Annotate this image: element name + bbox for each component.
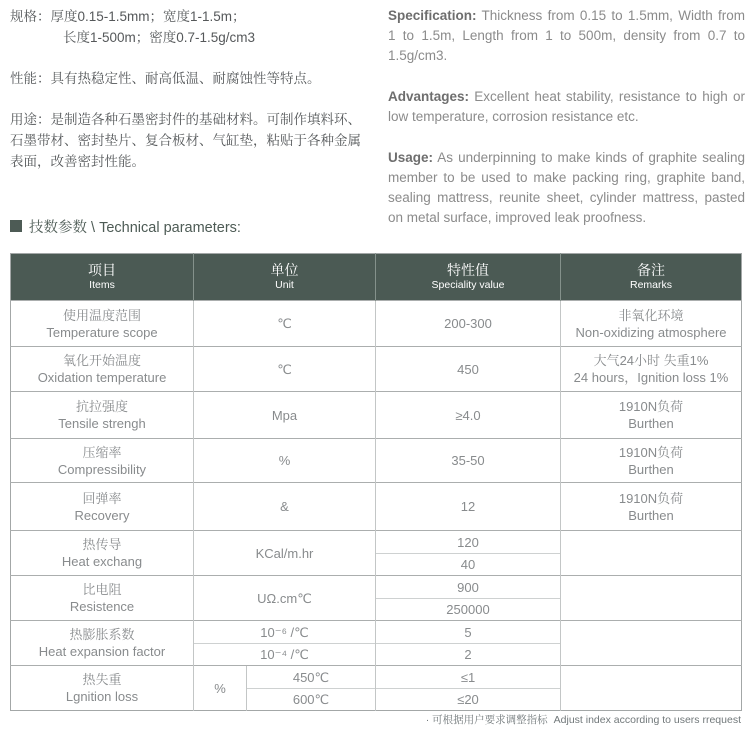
unit-cell: 10⁻⁶ /℃ <box>194 621 376 644</box>
items-cell: 抗拉强度 Tensile strengh <box>11 392 194 439</box>
value-cell: 450 <box>376 347 561 392</box>
items-cell: 氧化开始温度 Oxidation temperature <box>11 347 194 392</box>
spec-text-en: Thickness from 0.15 to 1.5mm, Width from 1 to 1.5m, Length from 1 to 500m, density from 0.7 to 1.5g/cm3. <box>388 8 745 63</box>
footnote-en: Adjust index according to users rrequest <box>553 714 741 726</box>
value-cell: 2 <box>376 644 561 666</box>
value-cell: 900 <box>376 576 561 599</box>
usage-text-en: As underpinning to make kinds of graphite sealing member to be used to make packing ring, graphite band, sealing mattress, reunite sheet, cylinder mattress, pasted on metal surface, improved leak proofness. <box>388 150 745 225</box>
value-cell: 120 <box>376 531 561 554</box>
intro-chinese <box>10 6 364 192</box>
value-cell: ≥4.0 <box>376 392 561 439</box>
section-title <box>10 216 241 236</box>
remarks-cell <box>561 576 742 621</box>
remarks-cell <box>561 531 742 576</box>
value-cell: 200-300 <box>376 301 561 347</box>
spec-paragraph-en <box>388 6 745 66</box>
header-items: 项目 Items <box>11 254 194 301</box>
unit-cell: % <box>194 439 376 483</box>
footnote-zh: · 可根据用户要求调整指标 <box>425 714 548 726</box>
value-cell: 12 <box>376 483 561 531</box>
remarks-cell <box>561 666 742 711</box>
section-title-text: 技数参数 \ Technical parameters: <box>29 219 241 236</box>
remarks-cell: 1910N负荷 Burthen <box>561 392 742 439</box>
value-cell: 250000 <box>376 599 561 621</box>
value-cell: 5 <box>376 621 561 644</box>
items-cell: 使用温度范围 Temperature scope <box>11 301 194 347</box>
unit-cell: ℃ <box>194 347 376 392</box>
table-row <box>11 301 742 347</box>
value-cell: 35-50 <box>376 439 561 483</box>
unit-cell: Mpa <box>194 392 376 439</box>
usage-label-en: Usage: <box>388 150 434 165</box>
table-row <box>11 483 742 531</box>
section-bullet-icon <box>10 220 22 232</box>
table-row <box>11 621 742 644</box>
remarks-cell: 1910N负荷 Burthen <box>561 483 742 531</box>
table-row <box>11 439 742 483</box>
items-cell: 热传导 Heat exchang <box>11 531 194 576</box>
unit-subcell: 600℃ <box>247 689 376 711</box>
advantages-text-en: Excellent heat stability, resistance to high or low temperature, corrosion resistance etc. <box>388 89 745 124</box>
header-speciality-value: 特性值 Speciality value <box>376 254 561 301</box>
value-cell: ≤20 <box>376 689 561 711</box>
items-cell: 压缩率 Compressibility <box>11 439 194 483</box>
value-cell: ≤1 <box>376 666 561 689</box>
remarks-cell: 大气24小时 失重1% 24 hours，Ignition loss 1% <box>561 347 742 392</box>
advantages-paragraph-en <box>388 87 745 127</box>
unit-cell: UΩ.cm℃ <box>194 576 376 621</box>
technical-parameters-table <box>10 253 742 711</box>
unit-subcell: 450℃ <box>247 666 376 689</box>
unit-cell: KCal/m.hr <box>194 531 376 576</box>
usage-paragraph-zh: 用途：是制造各种石墨密封件的基础材料。可制作填料环、石墨带材、密封垫片、复合板材、气缸垫，粘贴于各种金属表面，改善密封性能。 <box>10 112 361 169</box>
remarks-cell: 1910N负荷 Burthen <box>561 439 742 483</box>
usage-paragraph-en <box>388 148 745 228</box>
header-unit: 单位 Unit <box>194 254 376 301</box>
table-row <box>11 666 742 689</box>
table-header-row <box>11 254 742 301</box>
table-row <box>11 531 742 554</box>
items-cell: 比电阻 Resistence <box>11 576 194 621</box>
unit-cell: & <box>194 483 376 531</box>
performance-paragraph-zh: 性能：具有热稳定性、耐高低温、耐腐蚀性等特点。 <box>10 71 321 86</box>
value-cell: 40 <box>376 554 561 576</box>
spec-line2-zh: 长度1-500m；密度0.7-1.5g/cm3 <box>63 30 256 45</box>
unit-cell: % <box>194 666 247 711</box>
remarks-cell <box>561 621 742 666</box>
items-cell: 热膨胀系数 Heat expansion factor <box>11 621 194 666</box>
spec-paragraph-zh <box>10 6 364 48</box>
table-row <box>11 576 742 599</box>
advantages-label-en: Advantages: <box>388 89 470 104</box>
spec-label-en: Specification: <box>388 8 477 23</box>
intro-english <box>388 6 745 249</box>
remarks-cell: 非氧化环境 Non-oxidizing atmosphere <box>561 301 742 347</box>
header-remarks: 备注 Remarks <box>561 254 742 301</box>
unit-cell: ℃ <box>194 301 376 347</box>
table-row <box>11 392 742 439</box>
footnote <box>426 712 741 727</box>
unit-cell: 10⁻⁴ /℃ <box>194 644 376 666</box>
items-cell: 回弹率 Recovery <box>11 483 194 531</box>
table-row <box>11 347 742 392</box>
items-cell: 热失重 Lgnition loss <box>11 666 194 711</box>
spec-line1-zh: 规格：厚度0.15-1.5mm；宽度1-1.5m； <box>10 9 246 24</box>
